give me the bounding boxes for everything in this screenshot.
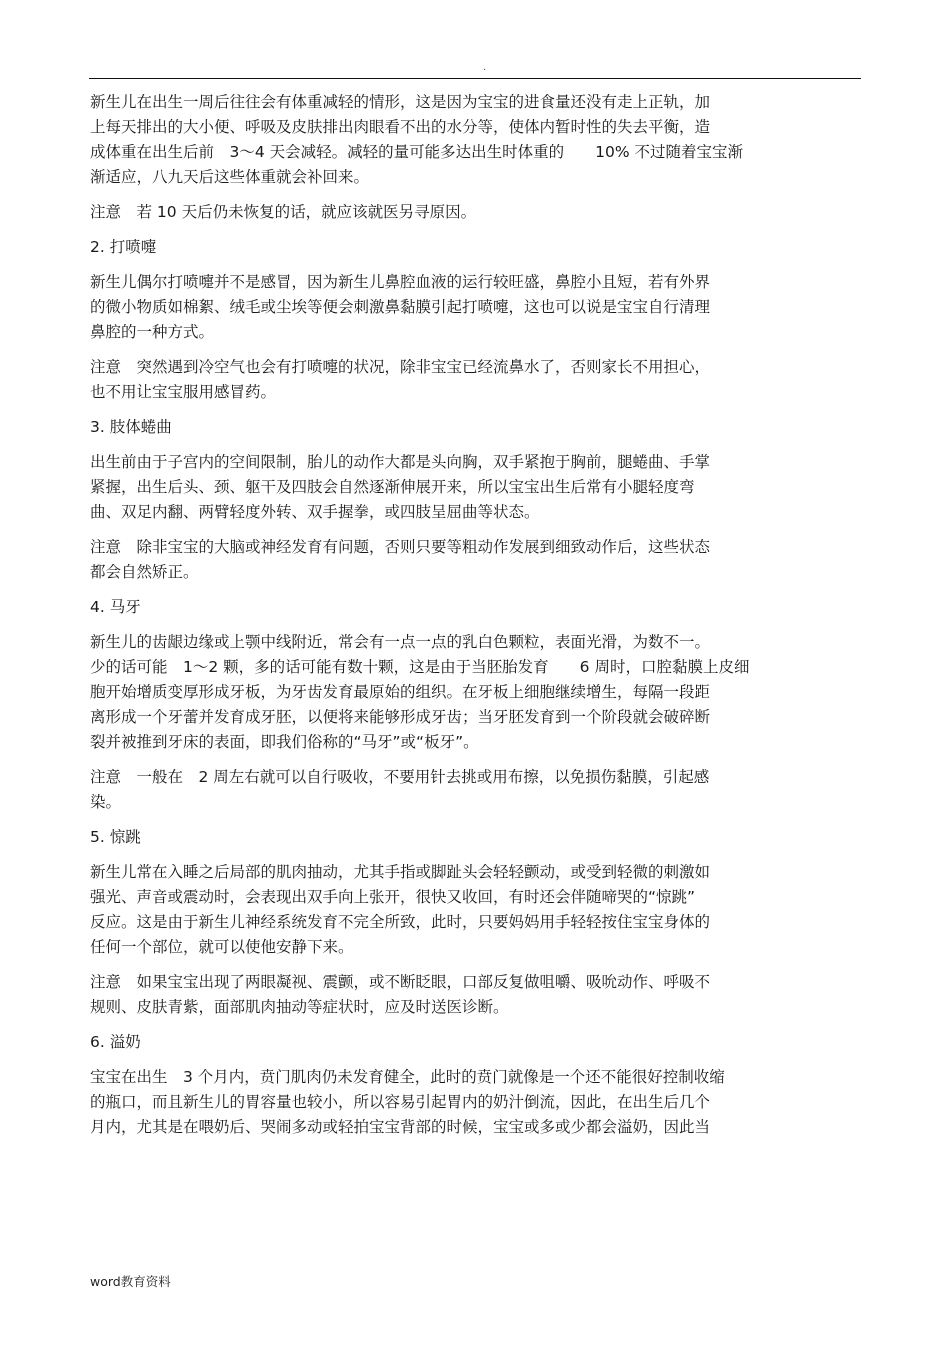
section-note: [90, 535, 850, 585]
paragraph-line: 离形成一个牙蕾并发育成牙胚，以便将来能够形成牙齿；当牙胚发育到一个阶段就会破碎断: [90, 708, 711, 726]
paragraph-line: 新生儿常在入睡之后局部的肌肉抽动，尤其手指或脚趾头会轻轻颤动，或受到轻微的刺激如: [90, 863, 711, 881]
section-note: [90, 970, 850, 1020]
page-footer: word教育资料: [90, 1274, 171, 1289]
paragraph-line: 紧握，出生后头、颈、躯干及四肢会自然逐渐伸展开来，所以宝宝出生后常有小腿轻度弯: [90, 478, 695, 496]
section-heading: 3. 肢体蜷曲: [90, 418, 172, 436]
paragraph-line: 的微小物质如棉絮、绒毛或尘埃等便会刺激鼻黏膜引起打喷嚏，这也可以说是宝宝自行清理: [90, 298, 711, 316]
section-heading: 4. 马牙: [90, 598, 141, 616]
section-note: [90, 765, 850, 815]
paragraph-line: 任何一个部位，就可以使他安静下来。: [90, 938, 354, 956]
paragraph-line: 胞开始增质变厚形成牙板，为牙齿发育最原始的组织。在牙板上细胞继续增生，每隔一段距: [90, 683, 711, 701]
section-paragraph: [90, 630, 850, 755]
section-paragraph: [90, 1065, 850, 1140]
paragraph-line: 新生儿的齿龈边缘或上颚中线附近，常会有一点一点的乳白色颗粒，表面光滑，为数不一。: [90, 633, 711, 651]
paragraph-line: 裂并被推到牙床的表面，即我们俗称的“马牙”或“板牙”。: [90, 733, 479, 751]
paragraph-line: 渐适应，八九天后这些体重就会补回来。: [90, 168, 370, 186]
document-body: [90, 90, 850, 1150]
paragraph-line: 反应。这是由于新生儿神经系统发育不完全所致，此时，只要妈妈用手轻轻按住宝宝身体的: [90, 913, 711, 931]
section-paragraph: [90, 450, 850, 525]
note-line: 也不用让宝宝服用感冒药。: [90, 383, 277, 401]
paragraph-line: 宝宝在出生 3 个月内，贲门肌肉仍未发育健全，此时的贲门就像是一个还不能很好控制收缩: [90, 1068, 725, 1086]
paragraph-line: 新生儿在出生一周后往往会有体重减轻的情形，这是因为宝宝的进食量还没有走上正轨，加: [90, 93, 711, 111]
section-heading: 5. 惊跳: [90, 828, 141, 846]
paragraph-line: 上每天排出的大小便、呼吸及皮肤排出肉眼看不出的水分等，使体内暂时性的失去平衡，造: [90, 118, 711, 136]
paragraph-line: 出生前由于子宫内的空间限制，胎儿的动作大都是头向胸，双手紧抱于胸前，腿蜷曲、手掌: [90, 453, 711, 471]
section-paragraph: [90, 90, 850, 190]
paragraph-line: 少的话可能 1～2 颗，多的话可能有数十颗，这是由于当胚胎发育 6 周时，口腔黏膜上皮细: [90, 658, 750, 676]
paragraph-line: 新生儿偶尔打喷嚏并不是感冒，因为新生儿鼻腔血液的运行较旺盛，鼻腔小且短，若有外界: [90, 273, 711, 291]
section-heading: 6. 溢奶: [90, 1033, 141, 1051]
section-note: [90, 355, 850, 405]
section-paragraph: [90, 860, 850, 960]
section-note: [90, 200, 850, 225]
note-line: 规则、皮肤青紫，面部肌肉抽动等症状时，应及时送医诊断。: [90, 998, 509, 1016]
header-dot: .: [483, 62, 487, 73]
note-line: 注意 突然遇到冷空气也会有打喷嚏的状况，除非宝宝已经流鼻水了，否则家长不用担心，: [90, 358, 711, 376]
note-line: 注意 一般在 2 周左右就可以自行吸收，不要用针去挑或用布擦，以免损伤黏膜，引起感: [90, 768, 710, 786]
paragraph-line: 曲、双足内翻、两臂轻度外转、双手握拳，或四肢呈屈曲等状态。: [90, 503, 540, 521]
header-rule: [89, 78, 861, 79]
note-line: 注意 如果宝宝出现了两眼凝视、震颤，或不断眨眼，口部反复做咀嚼、吸吮动作、呼吸不: [90, 973, 711, 991]
paragraph-line: 强光、声音或震动时，会表现出双手向上张开，很快又收回，有时还会伴随啼哭的“惊跳”: [90, 888, 696, 906]
note-line: 染。: [90, 793, 122, 811]
paragraph-line: 月内，尤其是在喂奶后、哭闹多动或轻拍宝宝背部的时候，宝宝或多或少都会溢奶，因此当: [90, 1118, 711, 1136]
paragraph-line: 鼻腔的一种方式。: [90, 323, 215, 341]
note-line: 注意 若 10 天后仍未恢复的话，就应该就医另寻原因。: [90, 203, 477, 221]
section-heading: 2. 打喷嚏: [90, 238, 157, 256]
note-line: 都会自然矫正。: [90, 563, 199, 581]
paragraph-line: 成体重在出生后前 3～4 天会减轻。减轻的量可能多达出生时体重的 10% 不过随着宝宝渐: [90, 143, 744, 161]
section-paragraph: [90, 270, 850, 345]
note-line: 注意 除非宝宝的大脑或神经发育有问题，否则只要等粗动作发展到细致动作后，这些状态: [90, 538, 711, 556]
paragraph-line: 的瓶口，而且新生儿的胃容量也较小，所以容易引起胃内的奶汁倒流，因此，在出生后几个: [90, 1093, 711, 1111]
